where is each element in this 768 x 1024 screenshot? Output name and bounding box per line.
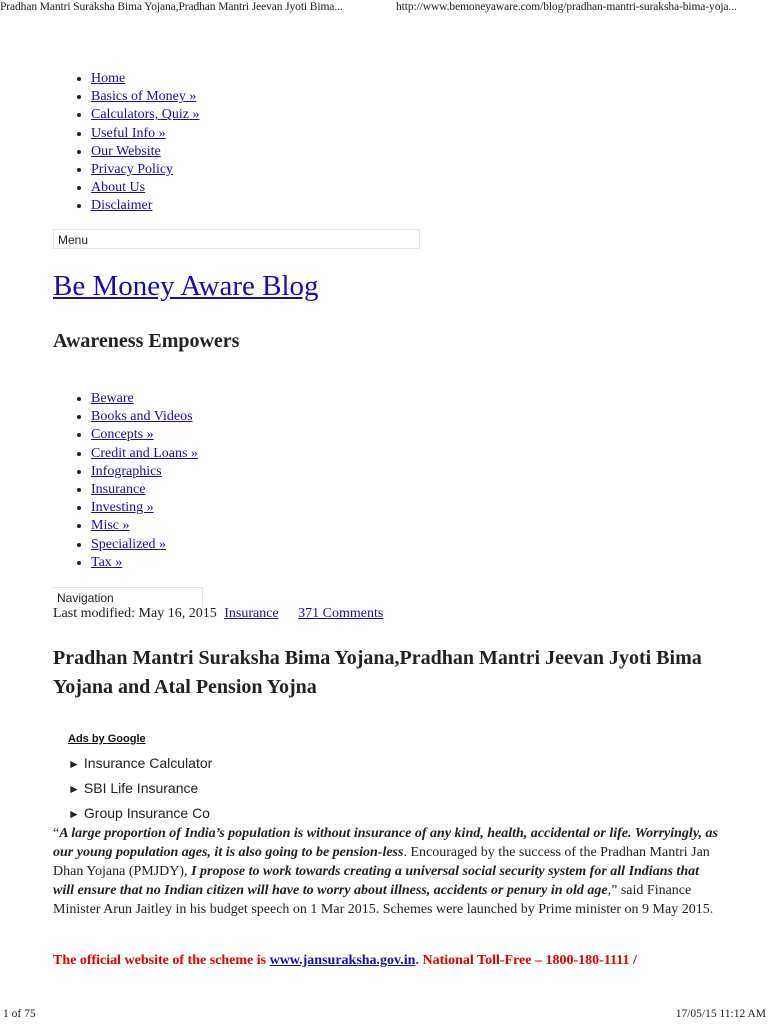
- top-menu-item-our-website: [91, 143, 199, 161]
- ad-item-3[interactable]: [68, 801, 368, 826]
- category-link-investing[interactable]: Investing »: [91, 500, 154, 516]
- ad-item-1[interactable]: [68, 751, 368, 776]
- print-header: [0, 0, 768, 16]
- category-item-misc: [91, 517, 198, 535]
- top-menu-link-basics[interactable]: Basics of Money »: [91, 89, 197, 105]
- category-link-infographics[interactable]: Infographics: [91, 463, 162, 479]
- category-link-misc[interactable]: Misc »: [91, 518, 130, 534]
- ad-arrow-icon: ►: [68, 757, 80, 771]
- paragraph-text-2: ,” said Finance Minister Arun Jaitley in his budget speech on 1 Mar 2015. Schemes were launched by Prime minister on 9 May 2015: [53, 883, 710, 917]
- site-title-link[interactable]: Be Money Aware Blog: [53, 270, 319, 302]
- red-period: .: [709, 902, 714, 917]
- ads-label[interactable]: Ads by Google: [68, 733, 146, 745]
- last-modified-text: Last modified: May 16, 2015: [53, 606, 217, 621]
- ad-arrow-icon: ►: [68, 782, 80, 796]
- top-menu-link-our-website[interactable]: Our Website: [91, 143, 161, 159]
- top-menu-item-calculators: [91, 106, 199, 124]
- page-number: 1 of 75: [3, 1008, 36, 1020]
- category-link-insurance[interactable]: Insurance: [91, 482, 146, 498]
- top-menu-item-useful-info: [91, 125, 199, 143]
- category-item-infographics: [91, 463, 198, 481]
- print-header-url: http://www.bemoneyaware.com/blog/pradhan-mantri-suraksha-bima-yoja...: [396, 1, 737, 13]
- print-footer: [0, 1008, 768, 1024]
- menu-toggle[interactable]: Menu: [53, 229, 420, 249]
- top-menu-link-useful-info[interactable]: Useful Info »: [91, 125, 166, 141]
- top-menu-link-about[interactable]: About Us: [91, 180, 146, 196]
- category-item-investing: [91, 499, 198, 517]
- official-prefix: The official website of the scheme is: [53, 953, 270, 968]
- category-link-credit[interactable]: Credit and Loans »: [91, 445, 198, 461]
- ad-item-label: SBI Life Insurance: [83, 780, 199, 796]
- ads-block: [68, 733, 368, 821]
- category-nav-list: [53, 390, 198, 572]
- print-datetime: 17/05/15 11:12 AM: [675, 1008, 766, 1020]
- category-item-books: [91, 408, 198, 426]
- top-menu-item-disclaimer: [91, 197, 199, 215]
- category-item-specialized: [91, 536, 198, 554]
- category-link[interactable]: Insurance: [224, 606, 279, 621]
- comments-link[interactable]: 371 Comments: [298, 606, 384, 621]
- category-link-specialized[interactable]: Specialized »: [91, 536, 167, 552]
- top-menu-item-home: [91, 70, 199, 88]
- category-item-tax: [91, 554, 198, 572]
- category-link-tax[interactable]: Tax »: [91, 554, 123, 570]
- ad-item-2[interactable]: [68, 776, 368, 801]
- category-link-beware[interactable]: Beware: [91, 391, 134, 406]
- category-link-concepts[interactable]: Concepts »: [91, 427, 154, 443]
- post-meta: [53, 606, 383, 622]
- official-website-link[interactable]: www.jansuraksha.gov.in: [269, 953, 416, 968]
- site-tagline: Awareness Empowers: [53, 330, 240, 352]
- category-item-concepts: [91, 426, 198, 444]
- open-quote: “: [53, 826, 60, 841]
- navigation-toggle[interactable]: Navigation: [53, 587, 203, 607]
- top-menu-list: [53, 70, 199, 216]
- official-website-line: [53, 953, 637, 969]
- category-item-insurance: [91, 481, 198, 499]
- official-suffix: . National Toll-Free – 1800-180-1111 /: [415, 953, 637, 968]
- quote-bold-2: I propose to work towards creating a universal social security system for all Indians that will ensure that no Indian citizen will have to worry about illness, accidents or penury in old age: [53, 864, 699, 898]
- category-item-credit: [91, 445, 198, 463]
- top-menu-item-basics: [91, 88, 199, 106]
- ad-arrow-icon: ►: [68, 807, 80, 821]
- print-header-title: Pradhan Mantri Suraksha Bima Yojana,Pradhan Mantri Jeevan Jyoti Bima...: [0, 1, 343, 13]
- ad-item-label: Insurance Calculator: [83, 755, 213, 771]
- category-link-books[interactable]: Books and Videos: [91, 409, 193, 425]
- intro-paragraph: [53, 824, 723, 919]
- top-menu-link-calculators[interactable]: Calculators, Quiz »: [91, 107, 200, 123]
- paragraph-text-1: . Encouraged by the success of the Pradhan Mantri Jan Dhan Yojana (PMJDY),: [53, 845, 710, 879]
- top-menu-item-privacy: [91, 161, 199, 179]
- category-item-beware: [91, 390, 198, 408]
- ad-item-label: Group Insurance Co: [83, 805, 210, 821]
- post-title: Pradhan Mantri Suraksha Bima Yojana,Pradhan Mantri Jeevan Jyoti Bima Yojana and Atal Pension Yojna: [53, 647, 702, 698]
- top-menu-link-disclaimer[interactable]: Disclaimer: [91, 198, 153, 214]
- top-menu-link-home[interactable]: Home: [91, 71, 126, 86]
- top-menu-item-about: [91, 179, 199, 197]
- quote-bold-1: A large proportion of India’s population is without insurance of any kind, health, accidental or life. Worryingly, as our young population ages, it is also going to be pension-less: [53, 826, 718, 860]
- top-menu-link-privacy[interactable]: Privacy Policy: [91, 162, 174, 178]
